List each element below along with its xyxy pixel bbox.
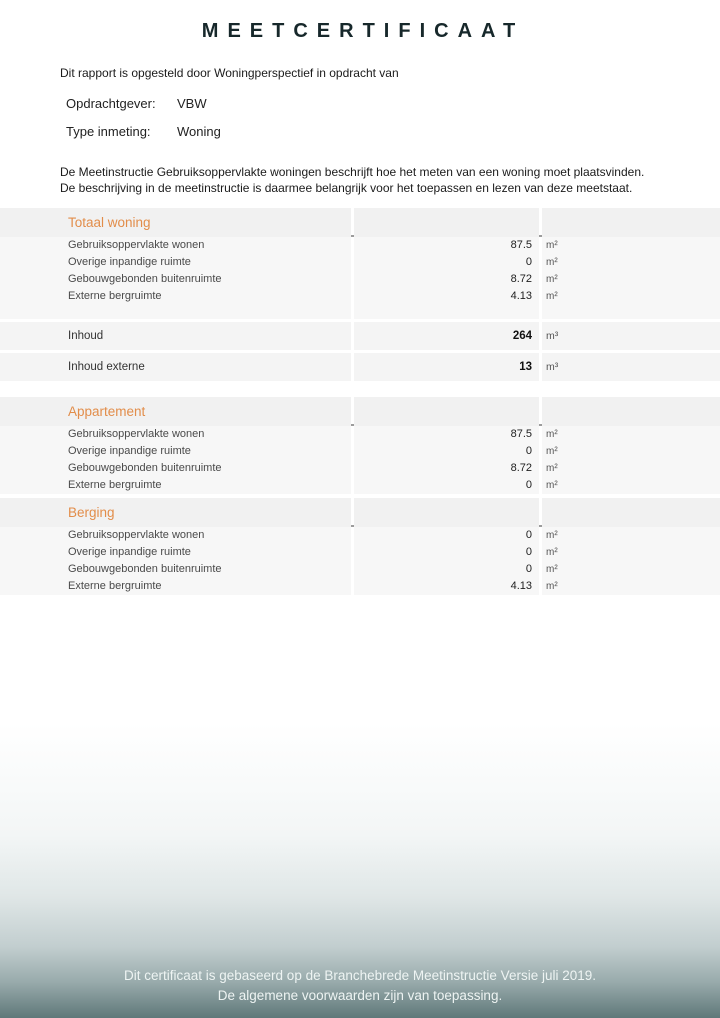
spacer-cell: [0, 305, 351, 319]
row-value: 0: [354, 254, 539, 271]
row-label: Gebruiksoppervlakte wonen: [0, 426, 351, 443]
row-label: Gebouwgebonden buitenruimte: [0, 271, 351, 288]
table-row: [0, 426, 720, 443]
section-title: Totaal woning: [68, 215, 151, 230]
row-label: Inhoud externe: [0, 353, 351, 381]
row-unit: m³: [542, 353, 720, 381]
section-title: Appartement: [68, 404, 146, 419]
row-unit: m²: [542, 254, 720, 271]
row-unit: m²: [542, 443, 720, 460]
table-row: [0, 254, 720, 271]
row-unit: m²: [542, 426, 720, 443]
section-header-unit-cell: [542, 208, 720, 237]
table-row: [0, 237, 720, 254]
row-label: Inhoud: [0, 322, 351, 350]
row-value: 87.5: [354, 237, 539, 254]
row-value: 4.13: [354, 578, 539, 595]
row-unit: m²: [542, 237, 720, 254]
table-row: [0, 477, 720, 494]
row-label: Gebruiksoppervlakte wonen: [0, 527, 351, 544]
intro-text: Dit rapport is opgesteld door Woningperspectief in opdracht van: [60, 66, 399, 80]
section-header: [0, 498, 720, 527]
section-appartement: [0, 397, 720, 494]
section-berging: [0, 498, 720, 595]
row-value: 0: [354, 527, 539, 544]
spacer-cell: [542, 305, 720, 319]
row-unit: m²: [542, 561, 720, 578]
section-header-value-cell: [354, 498, 539, 527]
field-value: Woning: [177, 124, 221, 139]
row-value: 0: [354, 561, 539, 578]
footer: [0, 966, 720, 1006]
description-line: De Meetinstructie Gebruiksoppervlakte woningen beschrijft hoe het meten van een woning moet plaatsvinden.: [60, 165, 645, 179]
footer-line-1: Dit certificaat is gebaseerd op de Branchebrede Meetinstructie Versie juli 2019.: [123, 968, 596, 983]
row-unit: m²: [542, 460, 720, 477]
row-label: Externe bergruimte: [0, 477, 351, 494]
section-totaal-woning: [0, 208, 720, 381]
section-header-label-cell: [0, 208, 351, 237]
table-row: [0, 460, 720, 477]
field-label: Opdrachtgever:: [66, 96, 156, 111]
row-label: Gebouwgebonden buitenruimte: [0, 561, 351, 578]
description-text: [60, 164, 720, 196]
row-value: 264: [354, 322, 539, 350]
row-value: 87.5: [354, 426, 539, 443]
field-opdrachtgever: [66, 96, 720, 113]
row-label: Overige inpandige ruimte: [0, 544, 351, 561]
section-header-unit-cell: [542, 498, 720, 527]
row-label: Externe bergruimte: [0, 288, 351, 305]
row-value: 4.13: [354, 288, 539, 305]
spacer-row: [0, 305, 720, 319]
section-header-value-cell: [354, 208, 539, 237]
spacer-cell: [354, 305, 539, 319]
row-unit: m²: [542, 477, 720, 494]
section-header-unit-cell: [542, 397, 720, 426]
row-value: 8.72: [354, 460, 539, 477]
row-label: Gebruiksoppervlakte wonen: [0, 237, 351, 254]
section-header: [0, 397, 720, 426]
measurement-table: [0, 208, 720, 595]
table-row: [0, 578, 720, 595]
row-value: 0: [354, 544, 539, 561]
row-unit: m²: [542, 544, 720, 561]
section-header-label-cell: [0, 498, 351, 527]
row-unit: m³: [542, 322, 720, 350]
row-unit: m²: [542, 288, 720, 305]
row-value: 13: [354, 353, 539, 381]
row-value: 0: [354, 443, 539, 460]
row-unit: m²: [542, 578, 720, 595]
row-value: 0: [354, 477, 539, 494]
section-header-value-cell: [354, 397, 539, 426]
table-row: [0, 527, 720, 544]
section-header: [0, 208, 720, 237]
row-unit: m²: [542, 271, 720, 288]
footer-line-2: De algemene voorwaarden zijn van toepassing.: [217, 988, 503, 1003]
table-row: [0, 544, 720, 561]
description-line: De beschrijving in de meetinstructie is daarmee belangrijk voor het toepassen en lezen van deze meetstaat.: [60, 181, 633, 195]
total-row-inhoud: [0, 322, 720, 350]
field-type-inmeting: [66, 124, 720, 141]
total-row-inhoud-externe: [0, 353, 720, 381]
table-row: [0, 443, 720, 460]
section-header-label-cell: [0, 397, 351, 426]
table-row: [0, 271, 720, 288]
field-label: Type inmeting:: [66, 124, 151, 139]
table-row: [0, 288, 720, 305]
field-value: VBW: [177, 96, 207, 111]
fields-block: [66, 96, 720, 141]
page-title: MEETCERTIFICAAT: [201, 20, 525, 42]
row-value: 8.72: [354, 271, 539, 288]
row-label: Overige inpandige ruimte: [0, 254, 351, 271]
row-label: Externe bergruimte: [0, 578, 351, 595]
table-row: [0, 561, 720, 578]
row-label: Overige inpandige ruimte: [0, 443, 351, 460]
row-label: Gebouwgebonden buitenruimte: [0, 460, 351, 477]
row-unit: m²: [542, 527, 720, 544]
section-title: Berging: [68, 505, 115, 520]
